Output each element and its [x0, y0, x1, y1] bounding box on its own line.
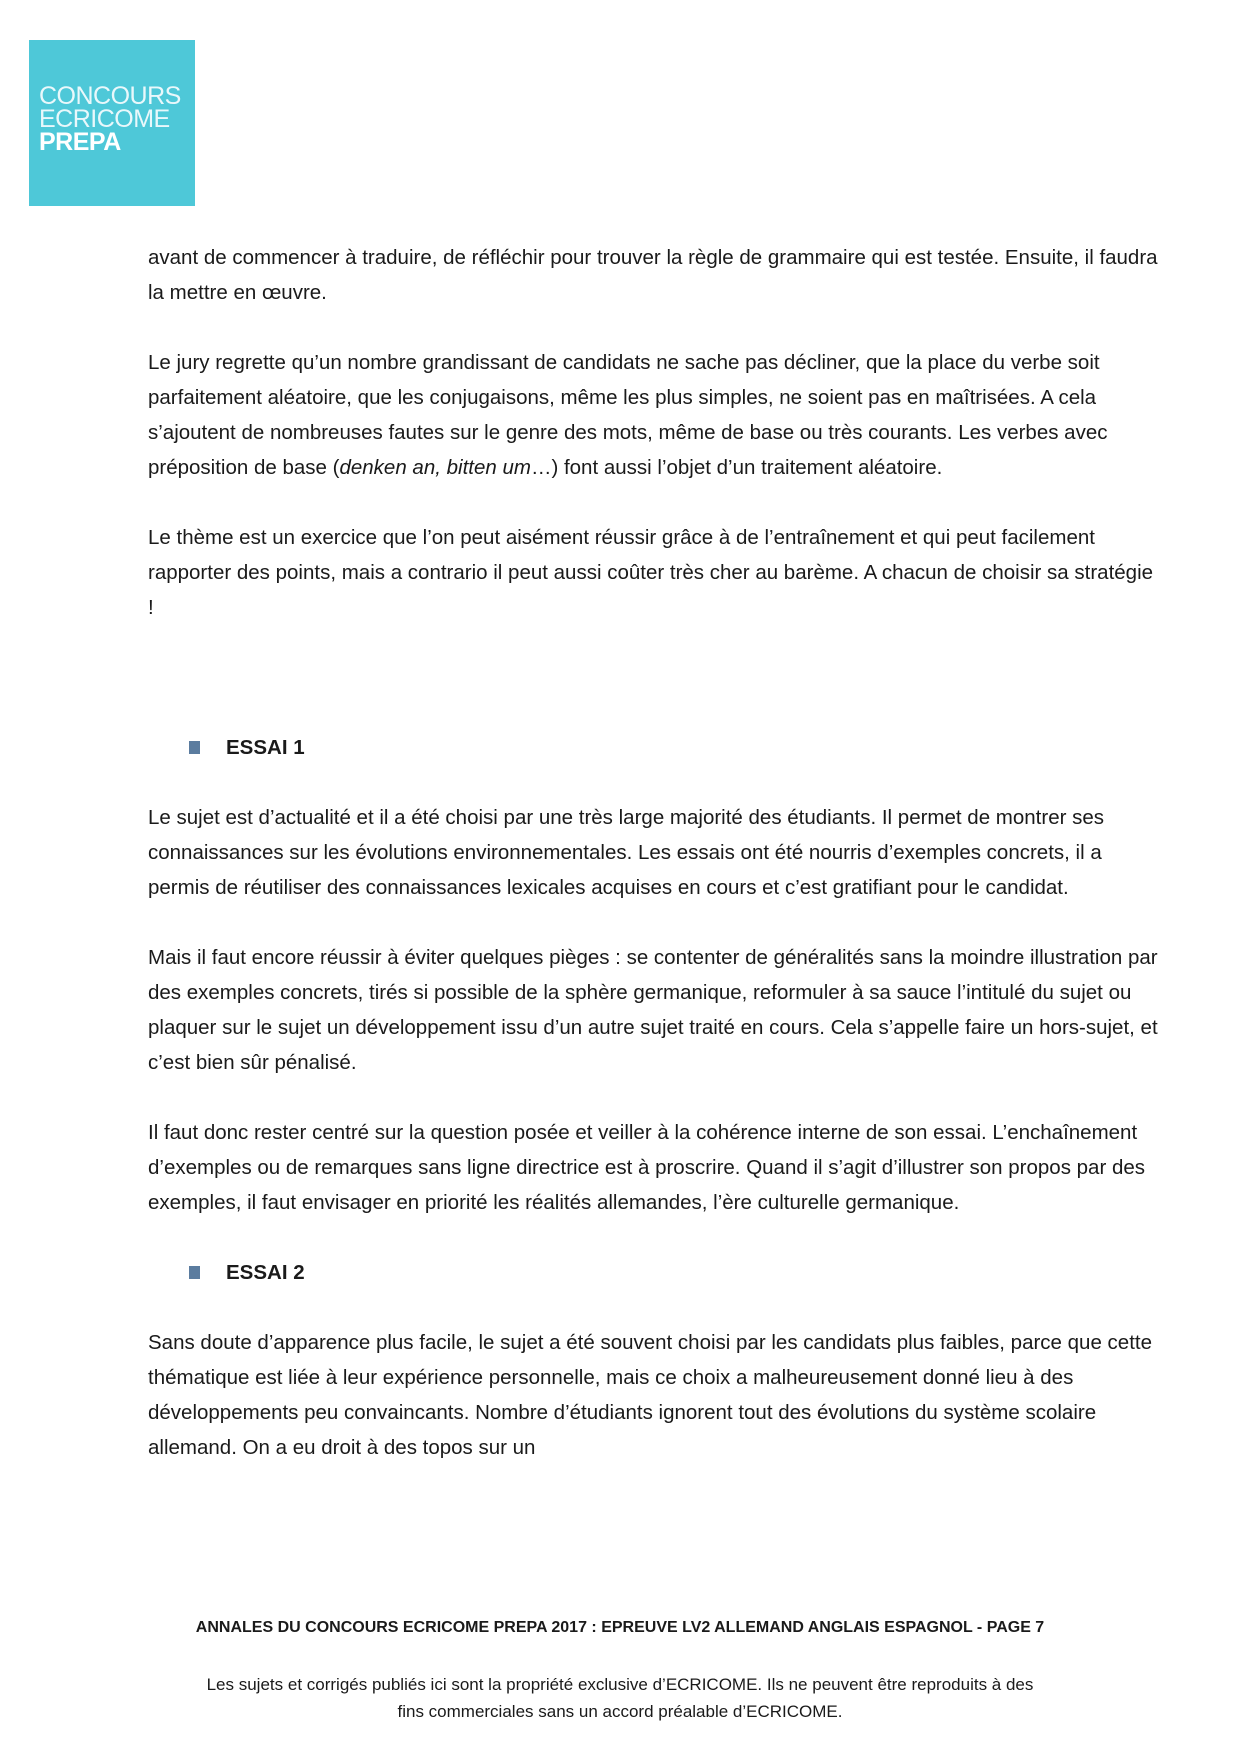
paragraph-jury-regrets-part2: …) font aussi l’objet d’un traitement aléatoire. — [530, 456, 943, 479]
section-heading-essai-1-label: ESSAI 1 — [226, 736, 305, 759]
paragraph-translation-advice: avant de commencer à traduire, de réfléchir pour trouver la règle de grammaire qui est testée. Ensuite, il faudra la mettre en œuvre. — [148, 246, 1158, 304]
paragraph-theme-strategy: Le thème est un exercice que l’on peut aisément réussir grâce à de l’entraînement et qui peut facilement rapporter des points, mais a contrario il peut aussi coûter très cher au barème. A chacun de choisir sa stratégie ! — [148, 526, 1154, 619]
logo-line-concours: CONCOURS — [39, 82, 181, 110]
footer-note-line-1: Les sujets et corrigés publiés ici sont la propriété exclusive d’ECRICOME. Ils ne peuvent être reproduits à des — [206, 1675, 1034, 1694]
footer-copyright-note — [0, 1671, 1240, 1725]
paragraph-essai1-coherence: Il faut donc rester centré sur la question posée et veiller à la cohérence interne de son essai. L’enchaînement d’exemples ou de remarques sans ligne directrice est à proscrire. Quand il s’agit d’illustrer son propos par des exemples, il faut envisager en priorité les réalités allemandes, l’ère culturelle germanique. — [148, 1121, 1146, 1214]
logo-line-ecricome: ECRICOME — [39, 105, 170, 133]
section-heading-essai-2 — [148, 1255, 1158, 1290]
section-heading-essai-2-label: ESSAI 2 — [226, 1261, 305, 1284]
paragraph-jury-regrets-part1: Le jury regrette qu’un nombre grandissant de candidats ne sache pas décliner, que la place du verbe soit parfaitement aléatoire, que les conjugaisons, même les plus simples, ne soient pas en maîtrisées. A cela s’ajoutent de nombreuses fautes sur le genre des mots, même de base ou très courants. Les verbes avec préposition de base ( — [148, 351, 1108, 479]
document-body — [148, 240, 1158, 1465]
paragraph-jury-regrets — [148, 345, 1158, 485]
paragraph-essai2-intro: Sans doute d’apparence plus facile, le sujet a été souvent choisi par les candidats plus faibles, parce que cette thématique est liée à leur expérience personnelle, mais ce choix a malheureusement donné lieu à des développements peu convaincants. Nombre d’étudiants ignorent tout des évolutions du système scolaire allemand. On a eu droit à des topos sur un — [148, 1331, 1152, 1459]
paragraph-jury-regrets-examples: denken an, bitten um — [339, 456, 531, 479]
logo-line-prepa: PREPA — [39, 128, 121, 156]
footer-title: ANNALES DU CONCOURS ECRICOME PREPA 2017 : EPREUVE LV2 ALLEMAND ANGLAIS ESPAGNOL - PAGE 7 — [195, 1619, 1045, 1636]
paragraph-essai1-pitfalls: Mais il faut encore réussir à éviter quelques pièges : se contenter de généralités sans la moindre illustration par des exemples concrets, tirés si possible de la sphère germanique, reformuler à sa sauce l’intitulé du sujet ou plaquer sur le sujet un développement issu d’un autre sujet traité en cours. Cela s’appelle faire un hors-sujet, et c’est bien sûr pénalisé. — [148, 946, 1158, 1074]
square-bullet-icon — [189, 741, 200, 754]
ecricome-prepa-logo — [29, 40, 195, 206]
square-bullet-icon — [189, 1266, 200, 1279]
section-heading-essai-1 — [148, 730, 1158, 765]
footer-note-line-2: fins commerciales sans un accord préalable d’ECRICOME. — [397, 1702, 843, 1721]
paragraph-essai1-intro: Le sujet est d’actualité et il a été choisi par une très large majorité des étudiants. Il permet de montrer ses connaissances sur les évolutions environnementales. Les essais ont été nourris d’exemples concrets, il a permis de réutiliser des connaissances lexicales acquises en cours et c’est gratifiant pour le candidat. — [148, 806, 1105, 899]
